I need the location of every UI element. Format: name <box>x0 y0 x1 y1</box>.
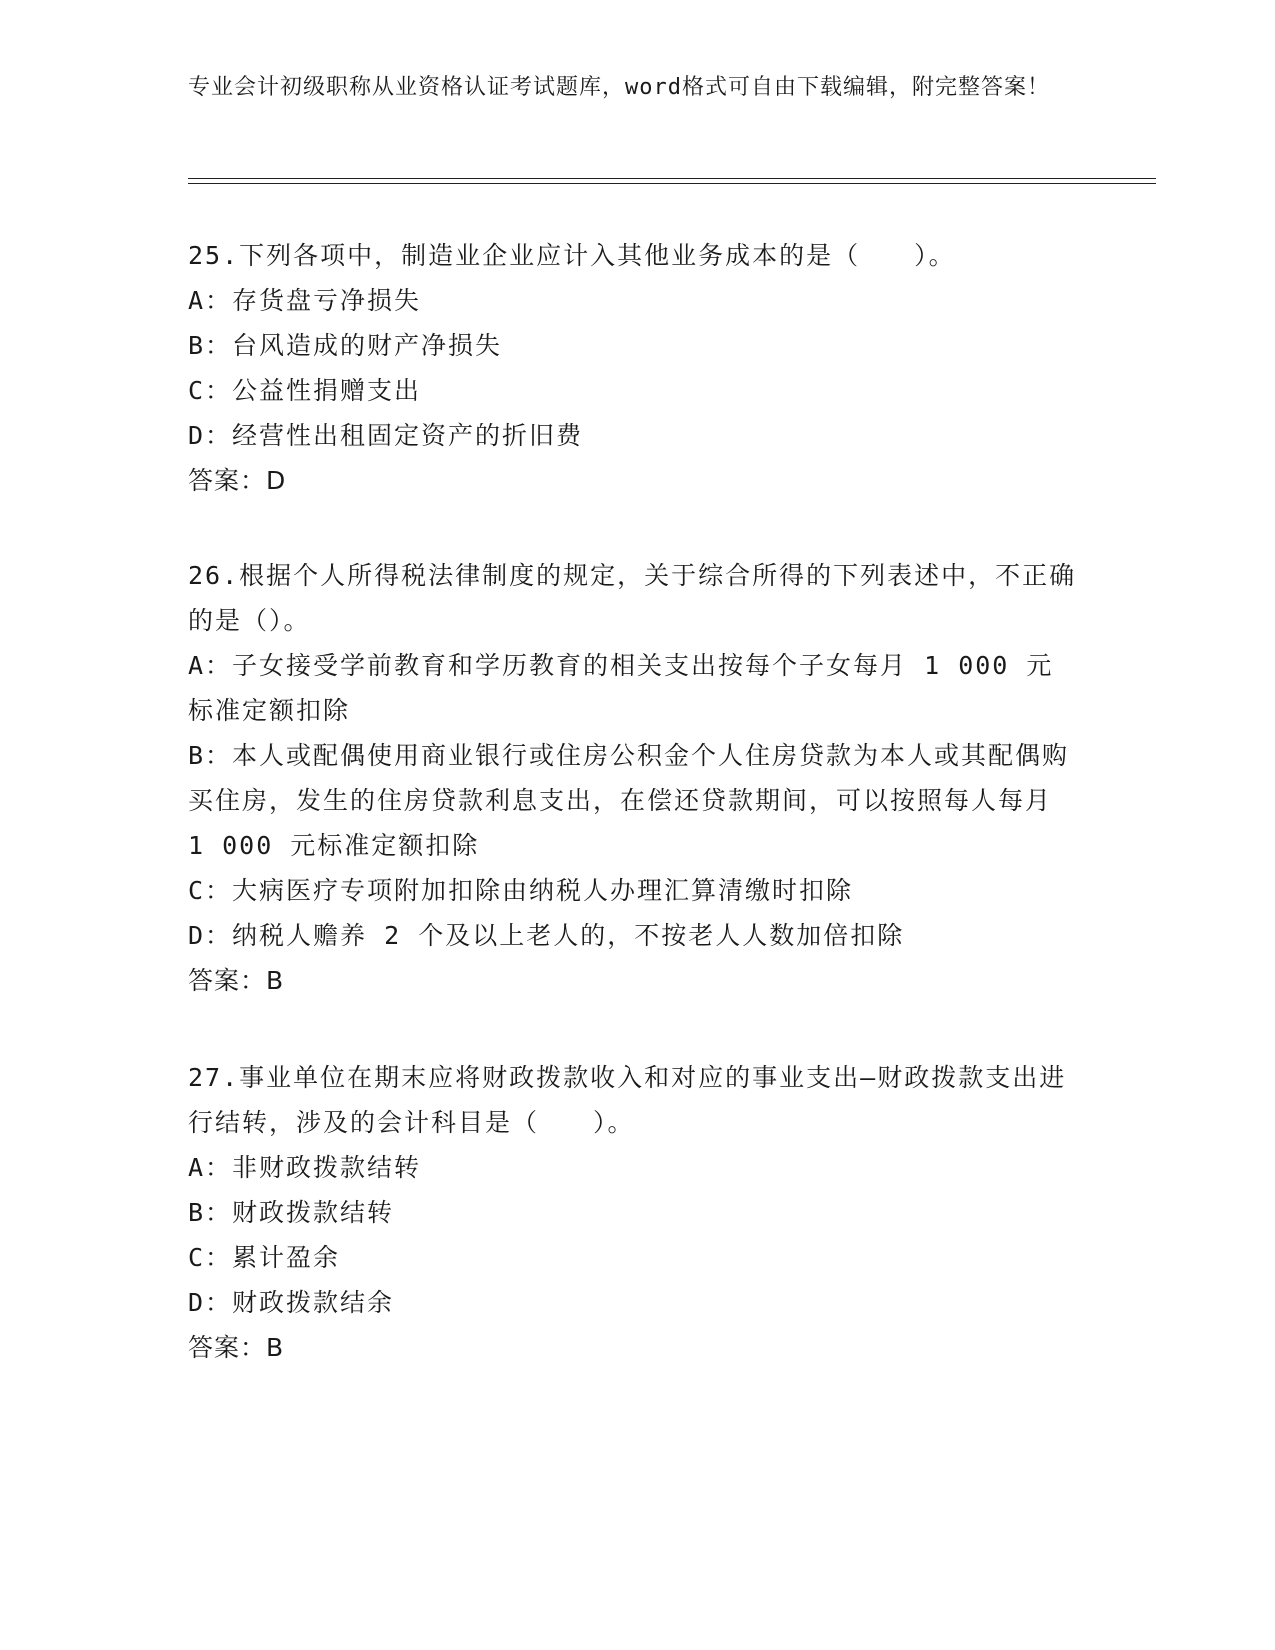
option-b: B：本人或配偶使用商业银行或住房公积金个人住房贷款为本人或其配偶购买住房，发生的住房贷款利息支出，在偿还贷款期间，可以按照每人每月 1 000 元标准定额扣除 <box>188 741 1070 860</box>
header-divider-bottom <box>188 183 1156 184</box>
answer: 答案：B <box>188 1333 285 1362</box>
option-c: C：累计盈余 <box>188 1243 341 1272</box>
answer: 答案：D <box>188 466 287 495</box>
option-b: B：财政拨款结转 <box>188 1198 395 1227</box>
question-stem: 27.事业单位在期末应将财政拨款收入和对应的事业支出—财政拨款支出进行结转，涉及的会计科目是（ ）。 <box>188 1063 1067 1137</box>
option-a: A：非财政拨款结转 <box>188 1153 422 1182</box>
option-d: D：经营性出租固定资产的折旧费 <box>188 421 584 450</box>
question-26 <box>188 553 1078 1003</box>
question-stem: 25.下列各项中，制造业企业应计入其他业务成本的是（ ）。 <box>188 241 956 270</box>
option-c: C：公益性捐赠支出 <box>188 376 422 405</box>
answer: 答案：B <box>188 966 285 995</box>
option-c: C：大病医疗专项附加扣除由纳税人办理汇算清缴时扣除 <box>188 876 854 905</box>
document-header: 专业会计初级职称从业资格认证考试题库，word格式可自由下载编辑，附完整答案！ <box>188 75 1050 100</box>
header-divider-top <box>188 178 1156 179</box>
option-b: B：台风造成的财产净损失 <box>188 331 503 360</box>
option-d: D：财政拨款结余 <box>188 1288 395 1317</box>
option-a: A：子女接受学前教育和学历教育的相关支出按每个子女每月 1 000 元标准定额扣除 <box>188 651 1054 725</box>
option-a: A：存货盘亏净损失 <box>188 286 422 315</box>
question-25 <box>188 233 1078 503</box>
question-stem: 26.根据个人所得税法律制度的规定，关于综合所得的下列表述中，不正确的是（）。 <box>188 561 1077 635</box>
question-27 <box>188 1055 1078 1370</box>
option-d: D：纳税人赡养 2 个及以上老人的，不按老人人数加倍扣除 <box>188 921 905 950</box>
